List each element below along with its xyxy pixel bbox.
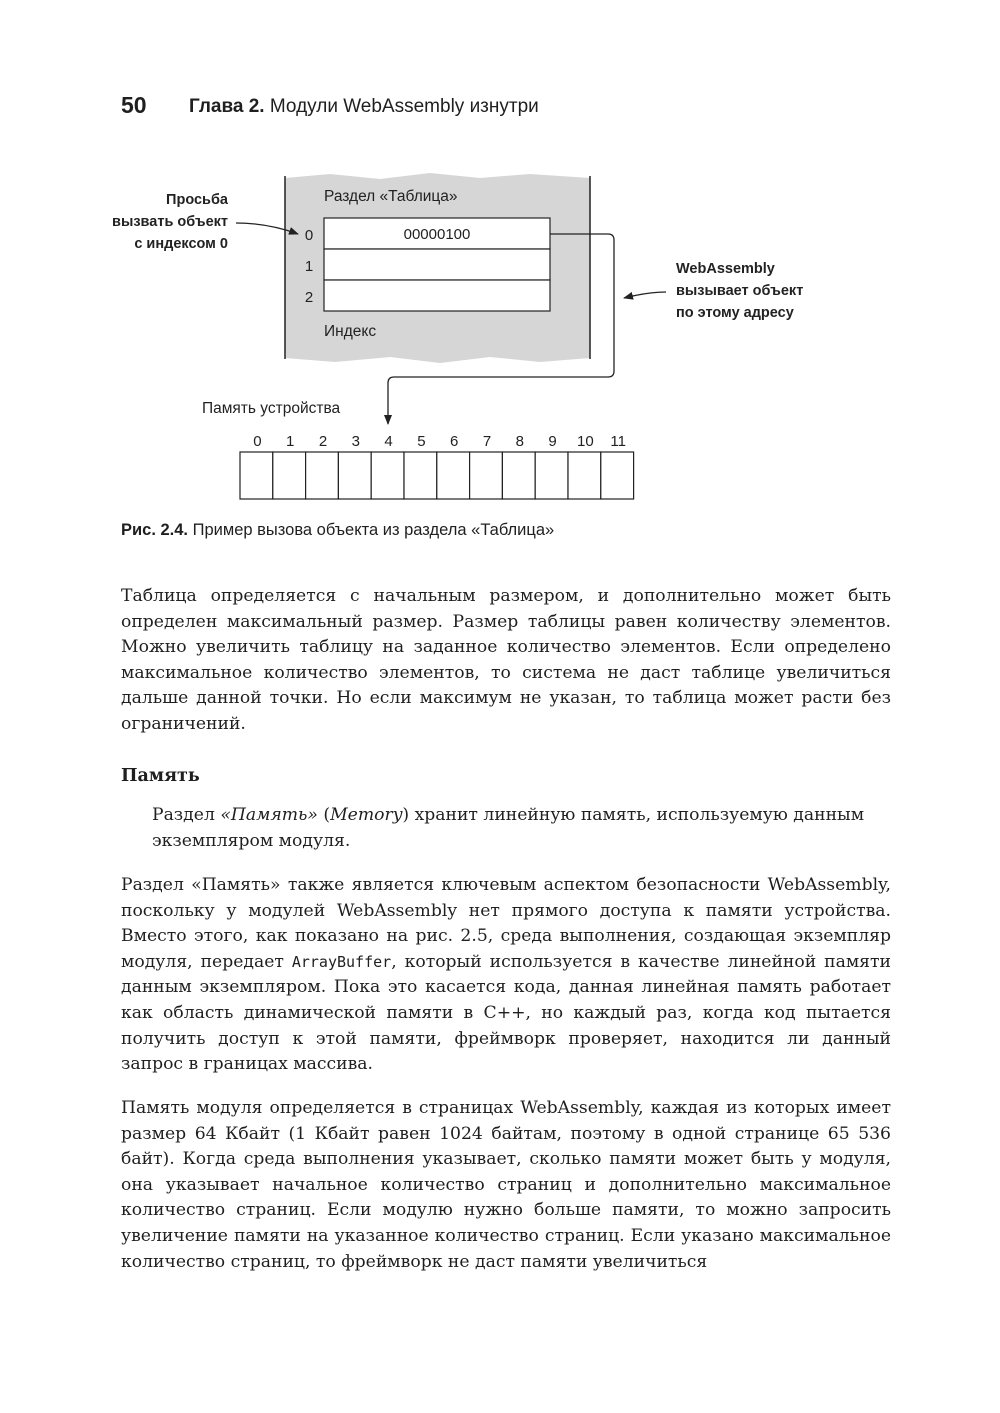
memory-cell <box>535 452 568 499</box>
paragraph-table-size: Таблица определяется с начальным размером, и дополнительно может быть определен максимальный размер. Размер таблицы равен количеству элементов. Можно увеличить таблицу на заданное количество элементов. Если определено максимальное количество элементов, то система не даст таблице увеличиться дальше данной точки. Но если максимум не указан, то таблица может расти без ограничений. <box>121 586 891 734</box>
memory-label: Память устройства <box>202 400 341 417</box>
memory-cell <box>601 452 634 499</box>
index-label: Индекс <box>324 323 377 340</box>
term-memory-en: Memory <box>330 805 403 825</box>
page-number: 50 <box>121 92 147 118</box>
memory-index-label: 2 <box>318 433 328 450</box>
left-annotation-line-2: вызвать объект <box>112 214 228 230</box>
memory-index-label: 5 <box>417 433 426 450</box>
table-cell-2 <box>324 280 550 311</box>
memory-index-label: 4 <box>384 433 393 450</box>
left-annotation-line-3: с индексом 0 <box>134 236 228 252</box>
table-call-diagram <box>0 160 1000 510</box>
memory-index-label: 7 <box>482 433 492 450</box>
memory-cells <box>240 433 634 499</box>
right-annotation-line-1: WebAssembly <box>676 261 775 277</box>
memory-cell <box>568 452 601 499</box>
memory-index-label: 11 <box>610 433 626 450</box>
section-title-memory: Память <box>121 766 200 786</box>
memory-index-label: 10 <box>577 433 594 450</box>
figure-caption <box>121 521 554 540</box>
row-index-2: 2 <box>304 289 314 306</box>
memory-cell <box>371 452 404 499</box>
row-index-0: 0 <box>304 227 314 244</box>
paragraph-memory-security: Раздел «Память» также является ключевым аспектом безопасности WebAssembly, поскольку у модулей WebAssembly нет прямого доступа к памяти устройства. Вместо этого, как показано на рис. 2.5, среда выполнения, создающая экземпляр модуля, передает ArrayBuffer, который используется в качестве линейной памяти данным экземпляром. Пока это касается кода, данная линейная память работает как область динамической памяти в C++, но каждый раз, когда код пытается получить доступ к этой памяти, фреймворк проверяет, находится ли данный запрос в границах массива. <box>121 875 891 1075</box>
paragraph-memory-pages: Память модуля определяется в страницах WebAssembly, каждая из которых имеет размер 64 Кбайт (1 Кбайт равен 1024 байтам, поэтому в одной странице 65 536 байт). Когда среда выполнения указывает, сколько памяти может быть у модуля, она указывает начальное количество страниц и дополнительно максимальное количество страниц. Если модулю нужно больше памяти, то можно запросить увеличение памяти на указанное количество страниц. Если указано максимальное количество страниц, то фреймворк не даст памяти увеличиться <box>121 1098 891 1272</box>
code-arraybuffer: ArrayBuffer <box>291 952 392 971</box>
memory-index-label: 9 <box>548 433 557 450</box>
chapter-label: Глава 2. <box>189 96 265 117</box>
memory-index-label: 0 <box>253 433 262 450</box>
memory-cell <box>273 452 306 499</box>
memory-index-label: 6 <box>450 433 459 450</box>
call-arrow <box>624 292 666 298</box>
table-cell-1 <box>324 249 550 280</box>
chapter-title: Модули WebAssembly изнутри <box>264 96 539 117</box>
term-memory-ru: «Память» <box>220 805 318 825</box>
memory-cell <box>306 452 339 499</box>
memory-cell <box>240 452 273 499</box>
memory-definition: Раздел «Память» (Memory) хранит линейную память, используемую данным экземпляром модуля. <box>152 805 865 851</box>
row-index-1: 1 <box>304 258 314 275</box>
row-value-0: 00000100 <box>403 226 471 243</box>
memory-cell <box>470 452 503 499</box>
caption-label: Рис. 2.4. <box>121 521 189 539</box>
left-annotation-line-1: Просьба <box>166 192 228 208</box>
right-annotation-line-3: по этому адресу <box>676 305 794 321</box>
right-annotation-line-2: вызывает объект <box>676 283 804 299</box>
caption-text: Пример вызова объекта из раздела «Таблица» <box>188 521 555 539</box>
memory-cell <box>437 452 470 499</box>
memory-index-label: 1 <box>286 433 295 450</box>
memory-cell <box>404 452 437 499</box>
table-section-title: Раздел «Таблица» <box>324 188 458 205</box>
running-header <box>189 96 539 118</box>
memory-cell <box>338 452 371 499</box>
memory-cell <box>502 452 535 499</box>
memory-index-label: 8 <box>515 433 524 450</box>
memory-index-label: 3 <box>351 433 360 450</box>
